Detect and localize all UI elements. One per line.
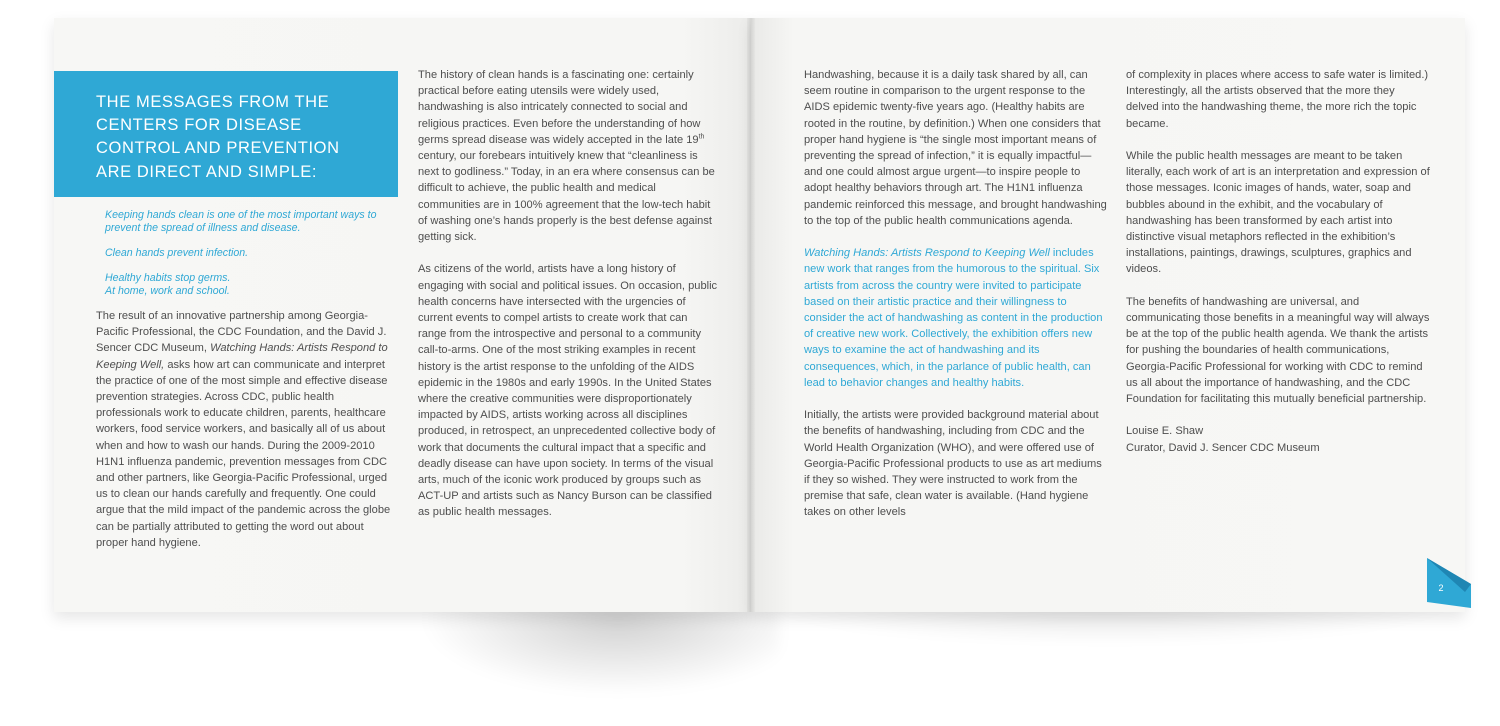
col2-text-a: The history of clean hands is a fascinating one: certainly practical before eating utensils were widely used, handwashing is also intricately connected to social and religious practices. Even before the understanding of how germs spread disease was widely accepted in the late 19 [418,69,701,146]
signature-title: Curator, David J. Sencer CDC Museum [1126,441,1320,454]
col1-paragraph [96,308,396,551]
signature-name: Louise E. Shaw [1126,425,1204,438]
col4-paragraph-2: While the public health messages are meant to be taken literally, each work of art is an interpretation and expression of those messages. Iconic images of hands, water, soap and bubbles abound in the exhibit, and the vocabulary of handwashing has been transformed by each artist into distinctive visual metaphors reflected in the exhibition’s installations, paintings, drawings, sculptures, graphics and videos. [1126,150,1430,276]
column-1 [96,308,396,567]
col1-text-b: asks how art can communicate and interpret the practice of one of the most simple and effective disease prevention strategies. Across CDC, public health professionals work to educate children, parents, healthcare workers, food service workers, and basically all of us about when and how to wash our hands. During the 2009-2010 H1N1 influenza pandemic, prevention messages from CDC and other partners, like Georgia-Pacific Professional, urged us to clean our hands carefully and frequently. One could argue that the mild impact of the pandemic across the globe can be partially attributed to getting the word out about proper hand hygiene. [96,358,391,549]
quote-at-home: At home, work and school. [105,285,230,297]
column-2 [418,67,718,537]
quote-keeping-hands-clean: Keeping hands clean is one of the most important ways to prevent the spread of illness and disease. [105,209,377,234]
col2-paragraph-1 [418,67,718,245]
col3-highlight-text: includes new work that ranges from the humorous to the spiritual. Six artists from across the country were invited to participate based on their artistic practice and their willingness to consider the act of handwashing as content in the production of creative new work. Collectively, the exhibition offers new ways to examine the act of handwashing and its consequences, which, in the parlance of public health, can lead to behavior changes and healthy habits. [804,247,1103,389]
col3-paragraph-3: Initially, the artists were provided background material about the benefits of handwashing, including from CDC and the World Health Organization (WHO), and were offered use of Georgia-Pacific Professional products to use as art mediums if they so wished. They were instructed to work from the premise that safe, clean water is available. (Hand hygiene takes on other levels [804,409,1102,519]
col2-paragraph-2: As citizens of the world, artists have a long history of engaging with social and political issues. On occasion, public health concerns have intersected with the urgencies of current events to compel artists to create work that can range from the introspective and personal to a community call-to-arms. One of the most striking examples in recent history is the artist response to the unfolding of the AIDS epidemic in the 1980s and early 1990s. In the United States where the creative communities were disproportionately impacted by AIDS, artists working across all disciplines produced, in retrospect, an unprecedented collective body of work that documents the cultural impact that a specific and deadly disease can have upon society. In terms of the visual arts, much of the iconic work produced by groups such as ACT-UP and artists such as Nancy Burson can be classified as public health messages. [418,263,718,519]
column-4 [1126,67,1430,456]
page-number: 2 [1438,583,1444,593]
exhibition-title-inline: Watching Hands: Artists Respond to Keeping Well, [96,342,388,371]
heading-banner [54,71,398,197]
book-gutter [747,18,755,612]
exhibition-title-highlight: Watching Hands: Artists Respond to Keeping Well [804,247,1050,260]
col4-paragraph-1: of complexity in places where access to safe water is limited.) Interestingly, all the artists observed that the more they delved into the handwashing theme, the more rich the topic became. [1126,69,1429,130]
quote-healthy-habits: Healthy habits stop germs. [105,272,231,284]
col2-text-b: century, our forebears intuitively knew that “cleanliness is next to godliness.” Today, in an era where consensus can be difficult to achieve, the public health and medical communities are in 100% agreement that the low-tech habit of washing one’s hands properly is the best defense against getting sick. [418,150,715,244]
col3-paragraph-1: Handwashing, because it is a daily task shared by all, can seem routine in comparison to the urgent response to the AIDS epidemic twenty-five years ago. (Healthy habits are rooted in the routine, by definition.) When one considers that proper hand hygiene is “the single most important means of preventing the spread of infection,” it is equally impactful—and one could almost argue urgent—to inspire people to adopt healthy behaviors through art. The H1N1 influenza pandemic reinforced this message, and brought handwashing to the top of the public health communications agenda. [804,69,1107,227]
column-3 [804,67,1108,537]
col4-paragraph-3: The benefits of handwashing are universal, and communicating those benefits in a meaningful way will always be at the top of the public health agenda. We thank the artists for pushing the boundaries of health communications, Georgia-Pacific Professional for working with CDC to remind us all about the importance of handwashing, and the CDC Foundation for facilitating this mutually beneficial partnership. [1126,295,1430,406]
page-curl-shadow [420,600,780,695]
quote-clean-hands: Clean hands prevent infection. [105,247,249,259]
page-heading: THE MESSAGES FROM THE CENTERS FOR DISEASE CONTROL AND PREVENTION ARE DIRECT AND SIMPLE: [96,93,340,181]
col1-text-a: The result of an innovative partnership among Georgia-Pacific Professional, the CDC Foundation, and the David J. Sencer CDC Museum, [96,310,387,355]
col3-paragraph-2 [804,245,1108,391]
superscript-th: th [698,133,705,141]
